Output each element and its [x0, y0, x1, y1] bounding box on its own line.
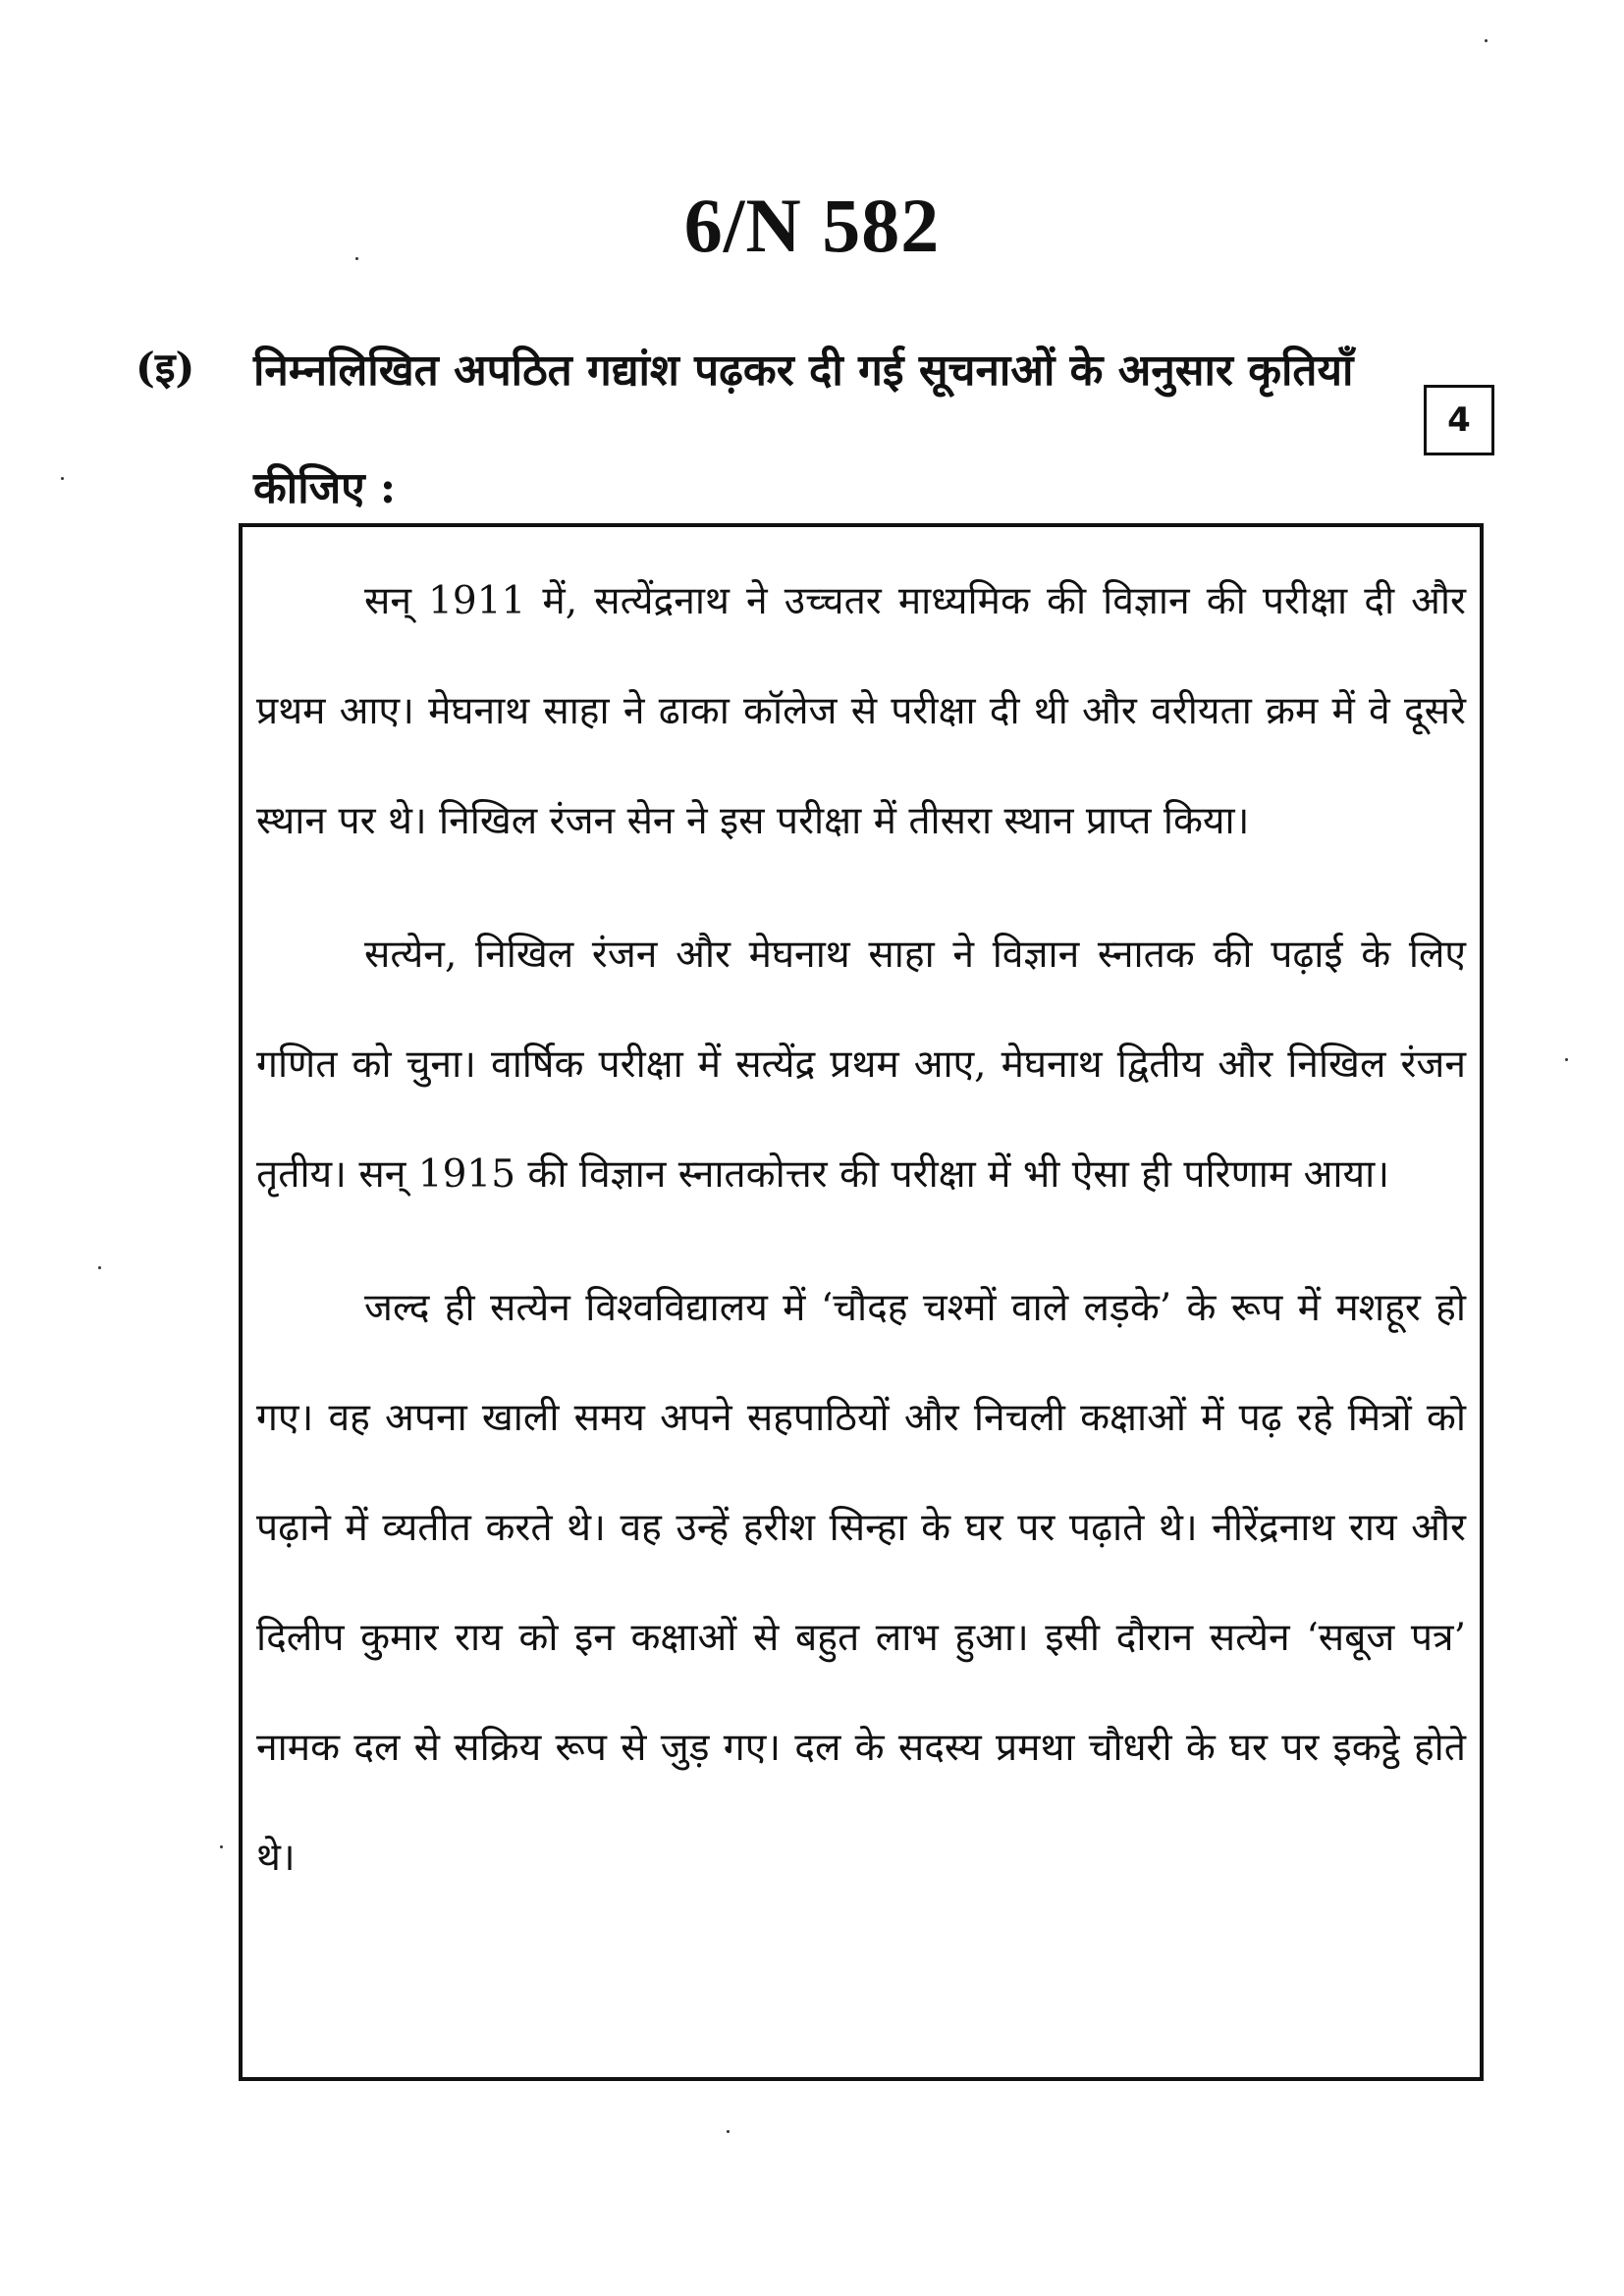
passage-paragraph-2: सत्येन, निखिल रंजन और मेघनाथ साहा ने विज्ञान स्नातक की पढ़ाई के लिए गणित को चुना। वार्षिक परीक्षा में सत्येंद्र प्रथम आए, मेघनाथ द्वितीय और निखिल रंजन तृतीय। सन् 1915 की विज्ञान स्नातकोत्तर की परीक्षा में भी ऐसा ही परिणाम आया।: [256, 933, 1466, 1197]
scan-speck: [61, 477, 64, 480]
scan-speck: [1485, 39, 1488, 42]
marks-box: 4: [1424, 385, 1494, 455]
scan-speck: [1565, 1058, 1568, 1061]
scan-speck: [220, 1845, 223, 1848]
passage-paragraph-1: सन् 1911 में, सत्येंद्रनाथ ने उच्चतर माध्यमिक की विज्ञान की परीक्षा दी और प्रथम आए। मेघनाथ साहा ने ढाका कॉलेज से परीक्षा दी थी और वरीयता क्रम में वे दूसरे स्थान पर थे। निखिल रंजन सेन ने इस परीक्षा में तीसरा स्थान प्राप्त किया।: [256, 579, 1466, 843]
scan-speck: [98, 1266, 101, 1269]
question-instruction: निम्नलिखित अपठित गद्यांश पढ़कर दी गई सूचनाओं के अनुसार कृतियाँ कीजिए :: [253, 346, 1354, 513]
passage-box: [239, 523, 1484, 2081]
scan-speck: [355, 257, 358, 260]
passage-paragraph-3: जल्द ही सत्येन विश्वविद्यालय में ‘चौदह चश्मों वाले लड़के’ के रूप में मशहूर हो गए। वह अपना खाली समय अपने सहपाठियों और निचली कक्षाओं में पढ़ रहे मित्रों को पढ़ाने में व्यतीत करते थे। वह उन्हें हरीश सिन्हा के घर पर पढ़ाते थे। नीरेंद्रनाथ राय और दिलीप कुमार राय को इन कक्षाओं से बहुत लाभ हुआ। इसी दौरान सत्येन ‘सबूज पत्र’ नामक दल से सक्रिय रूप से जुड़ गए। दल के सदस्य प्रमथा चौधरी के घर पर इकट्ठे होते थे।: [256, 1286, 1466, 1880]
question-marker: (इ): [135, 344, 195, 392]
page-code: 6/N 582: [683, 183, 941, 268]
scan-speck: [727, 2130, 730, 2133]
